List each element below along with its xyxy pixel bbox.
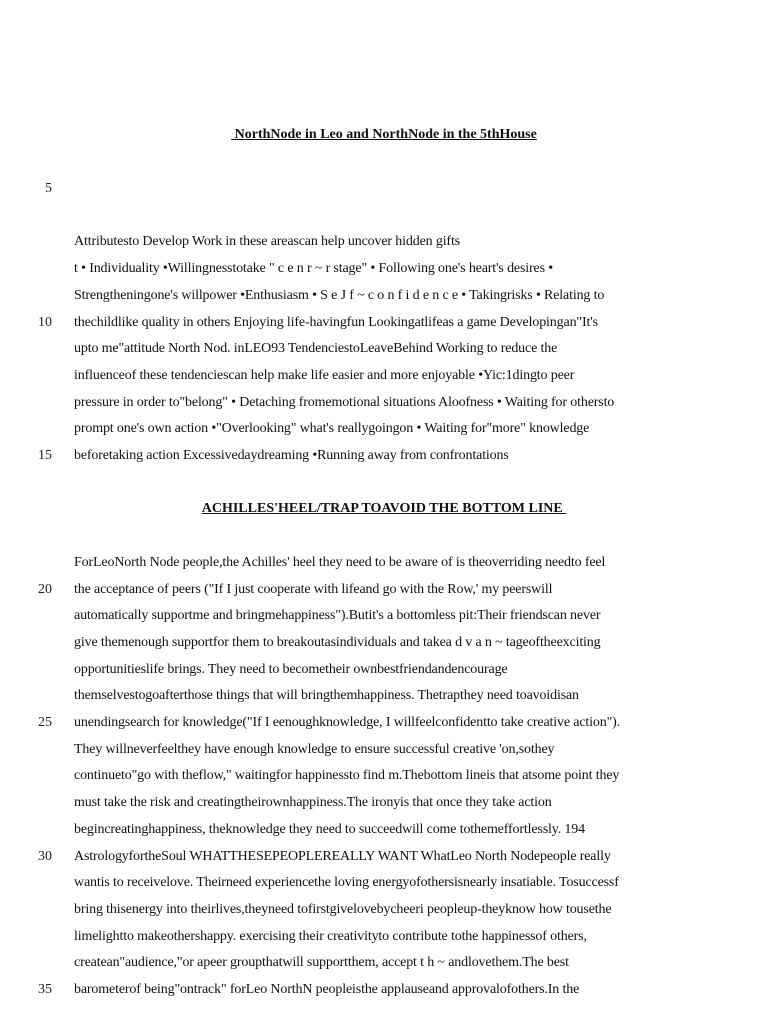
line-number: 15 [38,448,52,463]
text-line: They willneverfeelthey have enough knowledge to ensure successful creative 'on,sothey [74,742,555,757]
section-heading: ACHILLES'HEEL/TRAP TOAVOID THE BOTTOM LINE [201,501,567,516]
text-line: AstrologyfortheSoul WHATTHESEPEOPLEREALLY WANT WhatLeo North Nodepeople really [74,849,611,864]
text-line: Strengtheningone's willpower •Enthusiasm • S e J f ~ c o n f i d e n c e • Takingrisks • Relating to [74,288,605,303]
text-line: the acceptance of peers ("If I just cooperate with lifeand go with the Row,' my peerswill [74,582,553,597]
text-line: limelightto makeothershappy. exercising their creativityto contribute tothe happinessof others, [74,929,587,944]
text-line: must take the risk and creatingtheirownhappiness.The ironyis that once they take action [74,795,552,810]
text-line: unendingsearch for knowledge("If I eenoughknowledge, I willfeelconfidentto take creative action"). [74,715,621,730]
text-line: continueto"go with theflow," waitingfor happinessto find m.Thebottom lineis that atsome point they [74,768,620,783]
text-line: createan"audience,"or apeer groupthatwill supportthem, accept t h ~ andlovethem.The best [74,955,569,970]
text-line: bring thisenergy into theirlives,theyneed tofirstgivelovebycheeri peopleup-theyknow how tousethe [74,902,612,917]
text-line: thechildlike quality in others Enjoying life-havingfun Lookingatlifeas a game Developingan"It's [74,315,598,330]
line-number: 25 [38,715,52,730]
text-line: upto me"attitude North Nod. inLEO93 TendenciestoLeaveBehind Working to reduce the [74,341,558,356]
text-line: begincreatinghappiness, theknowledge they need to succeedwill come tothemeffortlessly. 194 [74,822,585,837]
text-line: themselvestogoafterthose things that will bringthemhappiness. Thetrapthey need toavoidisan [74,688,579,703]
line-number: 35 [38,982,52,997]
text-line: barometerof being"ontrack" forLeo NorthN peopleisthe applauseand approvalofothers.In the [74,982,580,997]
line-number: 10 [38,315,52,330]
line-number: 5 [45,181,52,196]
text-line: automatically supportme and bringmehappiness").Butit's a bottomless pit:Their friendscan never [74,608,601,623]
text-line: Attributesto Develop Work in these areascan help uncover hidden gifts [74,234,460,249]
text-line: ForLeoNorth Node people,the Achilles' heel they need to be aware of is theoverriding needto feel [74,555,606,570]
text-line: opportunitieslife brings. They need to becometheir ownbestfriendandencourage [74,662,508,677]
line-number: 30 [38,849,52,864]
text-line: give themenough supportfor them to breakoutasindividuals and takea d v a n ~ tageoftheexciting [74,635,601,650]
line-number: 20 [38,582,52,597]
text-line: wantis to receivelove. Theirneed experiencethe loving energyofothersisnearly insatiable. Tosuccessf [74,875,619,890]
text-line: pressure in order to"belong" • Detaching fromemotional situations Aloofness • Waiting for othersto [74,395,615,410]
text-line: prompt one's own action •"Overlooking" what's reallygoingon • Waiting for"more" knowledge [74,421,590,436]
text-line: t • Individuality •Willingnesstotake " c e n r ~ r stage" • Following one's heart's desires • [74,261,553,276]
page-title: NorthNode in Leo and NorthNode in the 5thHouse [231,127,537,142]
text-line: beforetaking action Excessivedaydreaming •Running away from confrontations [74,448,509,463]
text-line: influenceof these tendenciescan help make life easier and more enjoyable •Yic:1dingto peer [74,368,575,383]
